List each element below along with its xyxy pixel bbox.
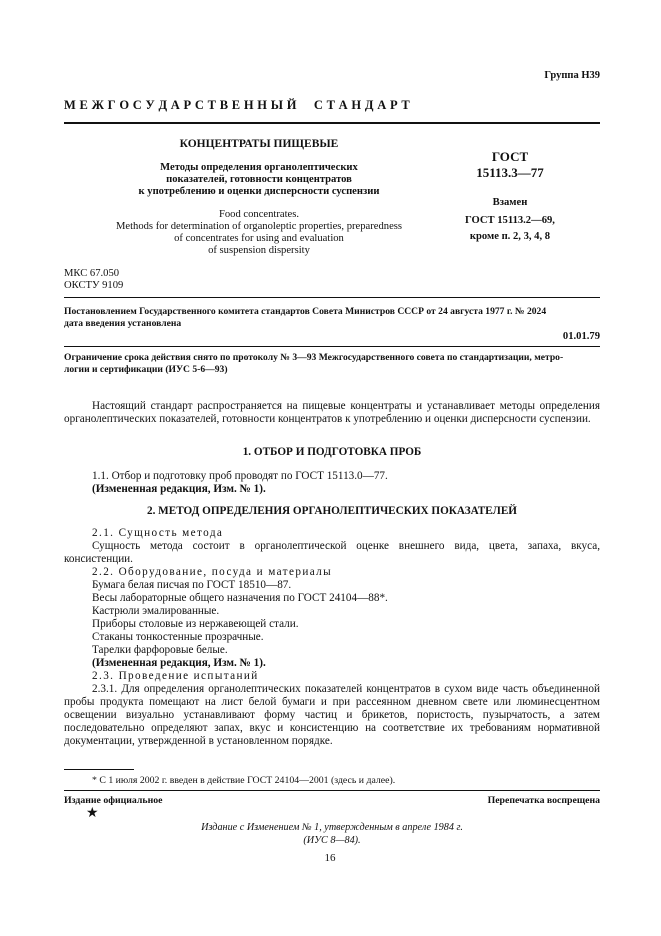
- list-item: Приборы столовые из нержавеющей стали.: [92, 618, 299, 630]
- intro-paragraph: Настоящий стандарт распространяется на пищевые концентраты и устанавливает методы определения органолептических показателей, готовности концентратов к употреблению и оценки дисперсности суспензии.: [64, 400, 600, 425]
- classification-codes: МКС 67.050 ОКСТУ 9109: [64, 268, 124, 291]
- list-item: Кастрюли эмалированные.: [92, 605, 220, 617]
- edit-note-2: (Измененная редакция, Изм. № 1).: [92, 657, 266, 669]
- section-2-heading: 2. МЕТОД ОПРЕДЕЛЕНИЯ ОРГАНОЛЕПТИЧЕСКИХ ПОКАЗАТЕЛЕЙ: [146, 505, 517, 517]
- limitation-note: Ограничение срока действия снято по протоколу № 3—93 Межгосударственного совета по стандартизации, метро- логии и сертификации (ИУС 5-6—93): [64, 352, 564, 375]
- clause-2-2-heading: 2.2. Оборудование, посуда и материалы: [92, 566, 333, 578]
- clause-2-1-heading: 2.1. Сущность метода: [92, 527, 224, 539]
- star-icon: ★: [86, 806, 99, 821]
- gost-number: 15113.3—77: [476, 165, 544, 180]
- footnote: * С 1 июля 2002 г. введен в действие ГОСТ 24104—2001 (здесь и далее).: [92, 775, 396, 786]
- header-rule: [64, 122, 600, 124]
- list-item: Бумага белая писчая по ГОСТ 18510—87.: [92, 579, 292, 591]
- clause-2-3-heading: 2.3. Проведение испытаний: [92, 670, 259, 682]
- intro-date: 01.01.79: [562, 331, 600, 342]
- list-item: Весы лабораторные общего назначения по ГОСТ 24104—88*.: [92, 592, 388, 604]
- footer-rule: [64, 790, 600, 791]
- section-1-heading: 1. ОТБОР И ПОДГОТОВКА ПРОБ: [242, 446, 422, 458]
- decree: Постановлением Государственного комитета стандартов Совета Министров СССР от 24 августа 1977 г. № 2024 дата введения установлена: [64, 306, 547, 329]
- replaces-gost: ГОСТ 15113.2—69, кроме п. 2, 3, 4, 8: [465, 215, 555, 242]
- footnote-rule: [64, 769, 134, 770]
- clause-2-1-text: Сущность метода состоит в органолептической оценке внешнего вида, цвета, запаха, вкуса, консистенции.: [64, 540, 600, 565]
- edition-note: Издание с Изменением № 1, утвержденным в апреле 1984 г. (ИУС 8—84).: [201, 822, 463, 846]
- list-item: Тарелки фарфоровые белые.: [92, 644, 228, 656]
- standard-header: М Е Ж Г О С У Д А Р С Т В Е Н Н Ы Й С Т А Н Д А Р Т: [64, 98, 410, 112]
- title-block-rule: [64, 297, 600, 298]
- gost-label: ГОСТ: [491, 149, 529, 164]
- official-edition: Издание официальное: [64, 795, 163, 806]
- decree-rule: [64, 346, 600, 347]
- page-number: 16: [324, 852, 336, 864]
- replaces-label: Взамен: [492, 197, 528, 208]
- main-title: КОНЦЕНТРАТЫ ПИЩЕВЫЕ: [179, 138, 339, 150]
- materials-list: [92, 579, 388, 657]
- clause-1-1: 1.1. Отбор и подготовку проб проводят по ГОСТ 15113.0—77.: [92, 470, 388, 482]
- list-item: Стаканы тонкостенные прозрачные.: [92, 631, 264, 643]
- reprint-note: Перепечатка воспрещена: [487, 795, 600, 806]
- subtitle-en: Food concentrates. Methods for determination of organoleptic properties, preparedness of concentrates for using and evaluation of suspension dispersity: [115, 209, 403, 256]
- subtitle-ru: Методы определения органолептических показателей, готовности концентратов к употреблению и оценки дисперсности суспензии: [138, 162, 380, 197]
- group-code: Группа Н39: [544, 70, 600, 81]
- edit-note-1: (Измененная редакция, Изм. № 1).: [92, 483, 266, 495]
- clause-2-3-1-text: 2.3.1. Для определения органолептических показателей концентратов в сухом виде часть объединенной пробы продукта помещают на лист белой бумаги и при рассеянном дневном свете или люминесцентном освещении визуально устанавливают форму частиц и брикетов, пористость, пузырчатость, а затем последовательно определяют запах, вкус и консистенцию на соответствие их требованиям нормативной документации, утвержденной в установленном порядке.: [64, 683, 600, 747]
